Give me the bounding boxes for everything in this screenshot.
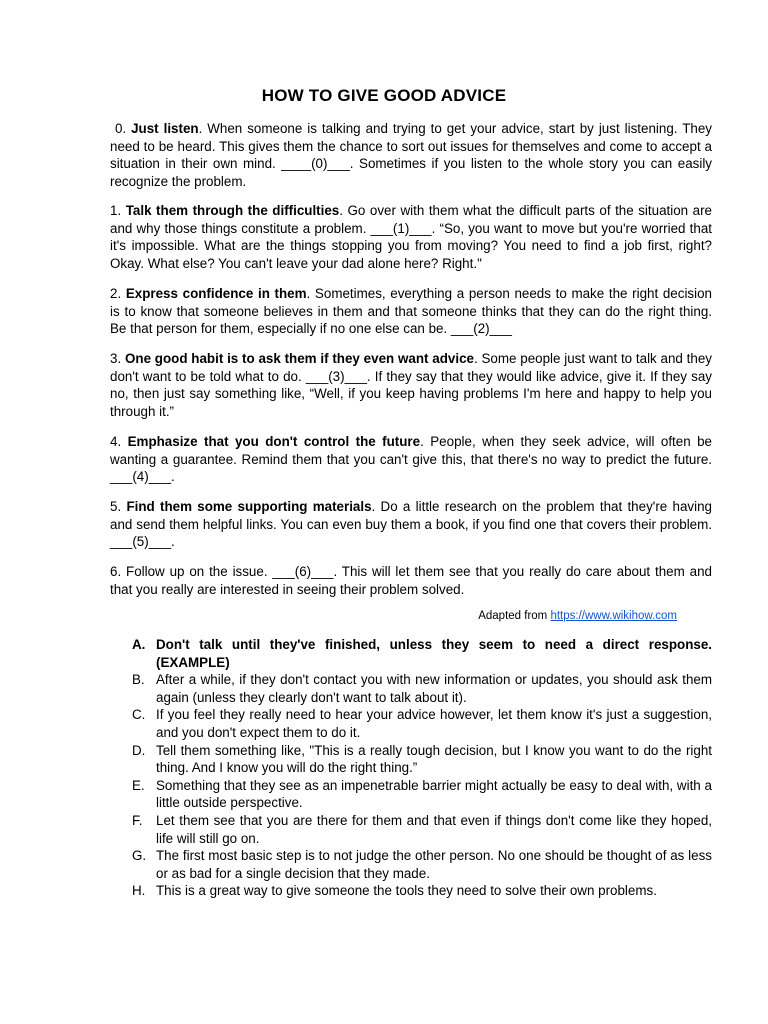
paragraph-number: 6. bbox=[110, 564, 122, 579]
paragraph-heading: Emphasize that you don't control the future bbox=[127, 434, 421, 449]
paragraph-text: . Do a little research on the problem that they're having and send them helpful links. You can even buy them a book, if you find one that covers their problem. ___(5)___. bbox=[110, 499, 712, 550]
paragraph-number: 1. bbox=[110, 203, 122, 218]
option-b bbox=[130, 671, 712, 706]
option-text: The first most basic step is to not judge the other person. No one should be thought of as less or as bad for a single decision that they made. bbox=[156, 848, 712, 881]
paragraph-heading: Just listen bbox=[131, 121, 199, 136]
option-letter: E. bbox=[132, 777, 145, 793]
option-text: Tell them something like, "This is a really tough decision, but I know you want to do the right thing. And I know you will do the right thing.” bbox=[156, 742, 712, 776]
paragraph-heading: Express confidence in them bbox=[125, 286, 307, 301]
paragraph-5 bbox=[110, 498, 712, 551]
paragraph-number: 5. bbox=[110, 499, 122, 514]
option-d bbox=[130, 742, 712, 777]
option-c bbox=[130, 706, 712, 741]
paragraph-2 bbox=[110, 285, 712, 338]
option-text: After a while, if they don't contact you with new information or updates, you should ask them again (unless they clearly don't want to talk about it). bbox=[156, 672, 712, 705]
option-text: If you feel they really need to hear your advice however, let them know it's just a suggestion, and you don't expect them to do it. bbox=[156, 707, 712, 740]
option-g bbox=[130, 847, 712, 882]
paragraph-1 bbox=[110, 202, 712, 272]
option-letter: H. bbox=[132, 883, 146, 899]
option-text: Let them see that you are there for them and that even if things don't come like they hoped, life will still go on. bbox=[156, 812, 712, 846]
paragraph-number: 2. bbox=[110, 286, 122, 301]
option-letter: B. bbox=[132, 672, 145, 688]
paragraph-text: Follow up on the issue. ___(6)___. This will let them see that you really do care about them and that you really are interested in seeing their problem solved. bbox=[110, 564, 712, 597]
option-h bbox=[130, 882, 712, 900]
source-link[interactable]: https://www.wikihow.com bbox=[550, 610, 677, 622]
paragraph-3 bbox=[110, 350, 712, 420]
paragraph-heading: One good habit is to ask them if they even want advice bbox=[124, 351, 474, 366]
paragraph-text: . People, when they seek advice, will often be wanting a guarantee. Remind them that you can't give this, that there's no way to predict the future. ___(4)___. bbox=[110, 434, 712, 485]
paragraph-text: . Some people just want to talk and they don't want to be told what to do. ___(3)___. If they say that they would like advice, give it. If they say no, then just say something like, “Well, if you keep having problems I'm here and happy to help you through it.” bbox=[110, 351, 712, 419]
paragraph-number: 0. bbox=[114, 121, 127, 136]
paragraph-heading: Find them some supporting materials bbox=[126, 499, 372, 514]
paragraph-text: . When someone is talking and trying to get your advice, start by just listening. They need to be heard. This gives them the chance to sort out issues for themselves and come to accept a situation in their own mind. ____(0)___. Sometimes if you listen to the whole story you can easily recognize the problem. bbox=[110, 121, 712, 189]
paragraph-0 bbox=[110, 120, 712, 190]
option-f bbox=[130, 812, 712, 847]
answer-options-list bbox=[130, 636, 712, 900]
paragraph-text: . Sometimes, everything a person needs to make the right decision is to know that someone believes in them and that someone thinks that they can do the right thing. Be that person for them, especially if no one else can be. ___(2)___ bbox=[110, 286, 712, 337]
option-letter: G. bbox=[132, 848, 147, 864]
source-prefix: Adapted from bbox=[478, 610, 551, 622]
paragraph-4 bbox=[110, 433, 712, 486]
option-letter: D. bbox=[132, 742, 146, 758]
paragraph-number: 3. bbox=[110, 351, 122, 366]
source-attribution bbox=[110, 610, 677, 622]
page-title: HOW TO GIVE GOOD ADVICE bbox=[261, 86, 507, 105]
option-letter: A. bbox=[132, 637, 146, 652]
option-text: This is a great way to give someone the tools they need to solve their own problems. bbox=[156, 883, 657, 899]
paragraph-number: 4. bbox=[110, 434, 122, 449]
option-text: Don't talk until they've finished, unless they seem to need a direct response. (EXAMPLE) bbox=[156, 637, 712, 670]
paragraph-heading: Talk them through the difficulties bbox=[125, 203, 340, 218]
paragraph-6 bbox=[110, 563, 712, 598]
option-a bbox=[130, 636, 712, 671]
option-letter: C. bbox=[132, 707, 146, 723]
option-letter: F. bbox=[132, 812, 143, 828]
option-text: Something that they see as an impenetrable barrier might actually be easy to deal with, with a little outside perspective. bbox=[156, 777, 712, 811]
option-e bbox=[130, 777, 712, 812]
paragraph-text: . Go over with them what the difficult parts of the situation are and why those things constitute a problem. ___(1)___. “So, you want to move but you're worried that it's impossible. What are the things stopping you from moving? You need to find a job first, right? Okay. What else? You can't leave your dad alone here? Right." bbox=[110, 203, 712, 271]
